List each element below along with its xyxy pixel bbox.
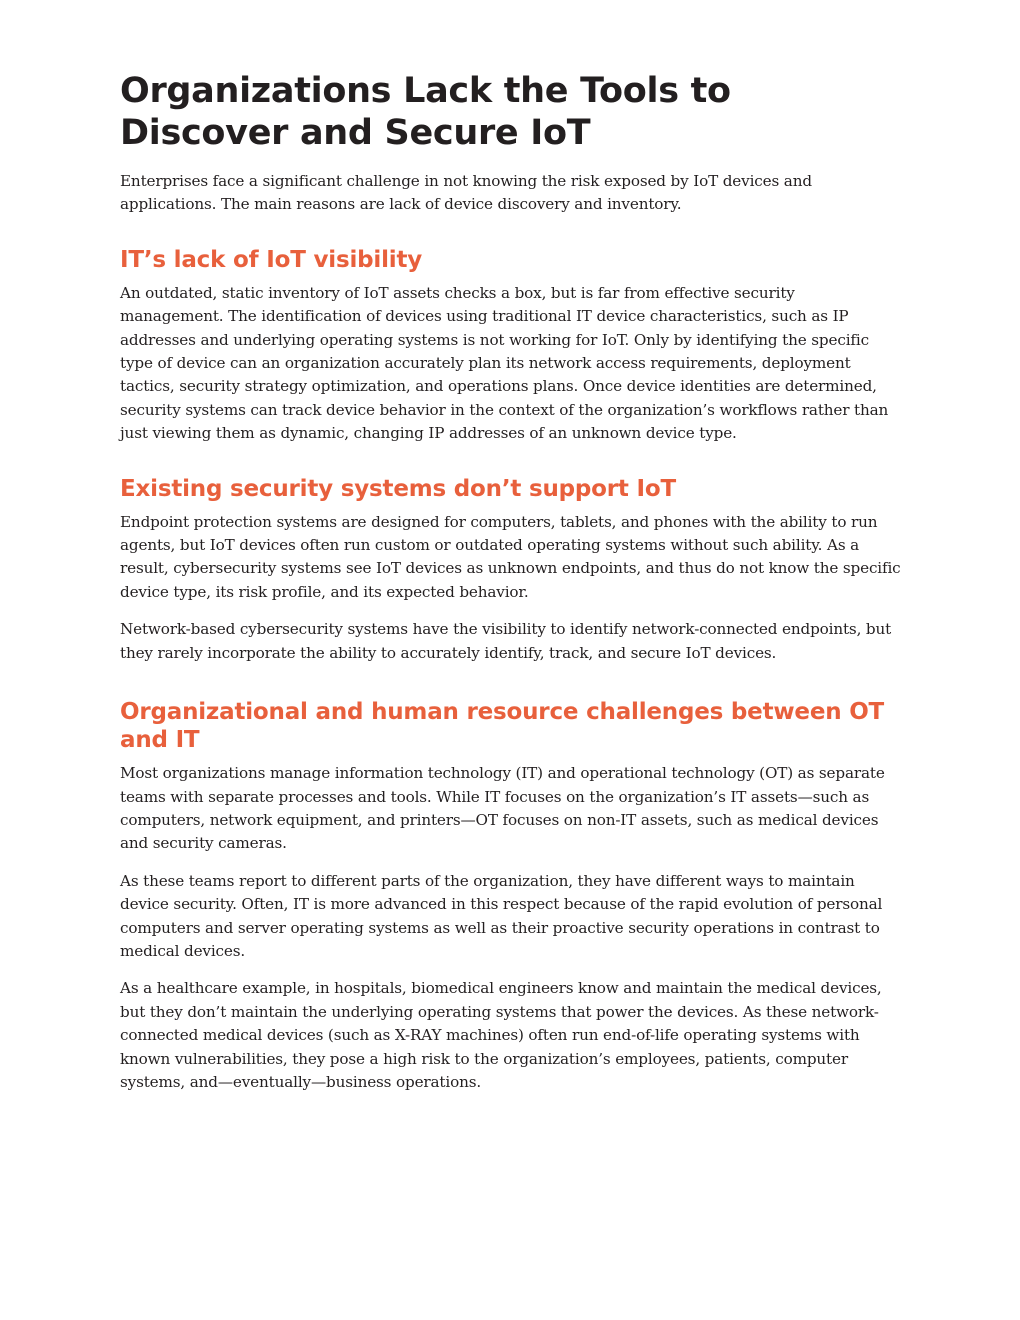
- document-page: [120, 70, 902, 1094]
- section-paragraph: Network-based cybersecurity systems have the visibility to identify network-connected endpoints, but they rarely incorporate the ability to accurately identify, track, and secure IoT devices.: [120, 620, 892, 662]
- intro-paragraph: Enterprises face a significant challenge in not knowing the risk exposed by IoT devices and applications. The main reasons are lack of device discovery and inventory.: [120, 172, 812, 214]
- section-heading-it-visibility: IT’s lack of IoT visibility: [120, 246, 423, 273]
- page-title: Organizations Lack the Tools to Discover and Secure IoT: [120, 71, 731, 153]
- section-paragraph: As these teams report to different parts of the organization, they have different ways to maintain device security. Often, IT is more advanced in this respect because of the rapid evolution of personal computers and server operating systems as well as their proactive security operations in contrast to medical devices.: [120, 871, 883, 960]
- section-paragraph: An outdated, static inventory of IoT assets checks a box, but is far from effective security management. The identification of devices using traditional IT device characteristics, such as IP addresses and underlying operating systems is not working for IoT. Only by identifying the specific type of device can an organization accurately plan its network access requirements, deployment tactics, security strategy optimization, and operations plans. Once device identities are determined, security systems can track device behavior in the context of the organization’s workflows rather than just viewing them as dynamic, changing IP addresses of an unknown device type.: [120, 283, 889, 443]
- section-paragraph: As a healthcare example, in hospitals, biomedical engineers know and maintain the medical devices, but they don’t maintain the underlying operating systems that power the devices. As these network-connected medical devices (such as X-RAY machines) often run end-of-life operating systems with known vulnerabilities, they pose a high risk to the organization’s employees, patients, computer systems, and—eventually—business operations.: [120, 979, 882, 1091]
- section-heading-ot-it-challenges: Organizational and human resource challenges between OT and IT: [120, 699, 885, 754]
- section-heading-security-systems: Existing security systems don’t support IoT: [120, 475, 676, 502]
- section-paragraph: Most organizations manage information technology (IT) and operational technology (OT) as separate teams with separate processes and tools. While IT focuses on the organization’s IT assets—such as computers, network equipment, and printers—OT focuses on non-IT assets, such as medical devices and security cameras.: [120, 764, 885, 853]
- section-paragraph: Endpoint protection systems are designed for computers, tablets, and phones with the ability to run agents, but IoT devices often run custom or outdated operating systems without such ability. As a result, cybersecurity systems see IoT devices as unknown endpoints, and thus do not know the specific device type, its risk profile, and its expected behavior.: [120, 512, 901, 601]
